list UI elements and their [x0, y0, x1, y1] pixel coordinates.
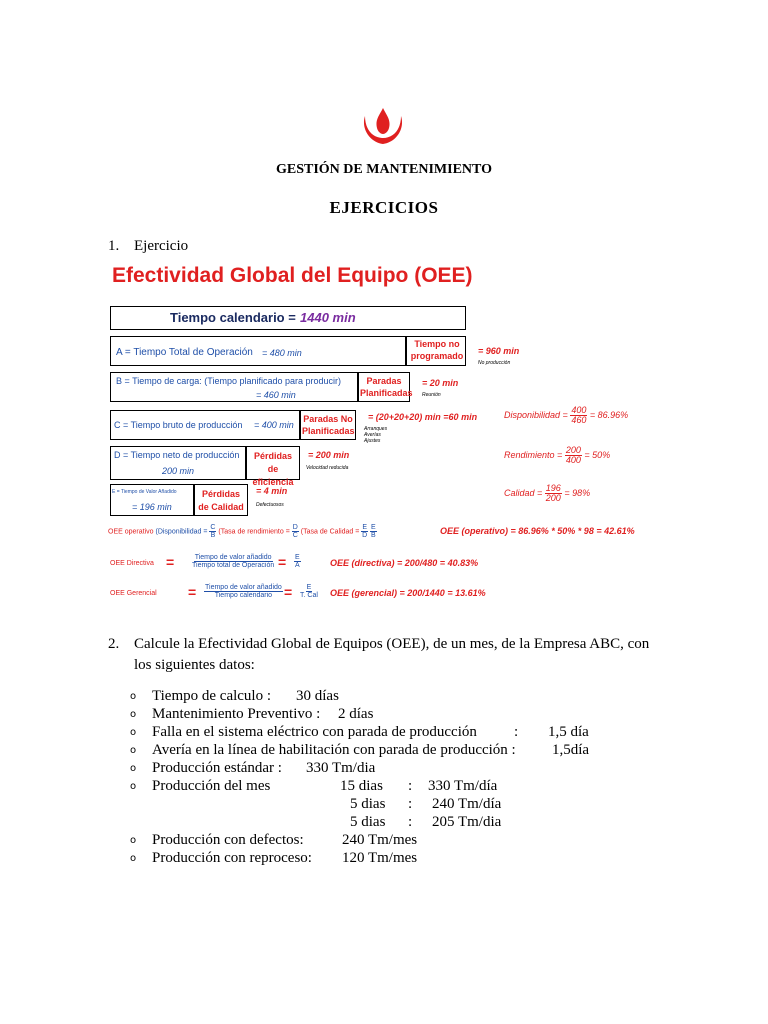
d-value: 200 min — [162, 466, 195, 476]
rend-formula — [504, 446, 610, 465]
document-title: GESTIÓN DE MANTENIMIENTO — [275, 162, 492, 177]
oee-op-frac-3: $\frac{E}{D}$ — [362, 524, 368, 539]
perd-cal-label: Pérdidas de Calidad — [198, 489, 244, 512]
c-value: = 400 min — [254, 420, 294, 430]
e-value: = 196 min — [132, 502, 172, 512]
cal-den: 200 — [545, 493, 561, 503]
oee-op-formula — [108, 524, 377, 539]
oee-dir-equals: = — [166, 554, 175, 570]
exercise-2-number: 2. — [108, 636, 120, 652]
perd-ef-label: Pérdidas de eficiencia — [252, 451, 294, 487]
oee-op-label: OEE operativo — [108, 528, 154, 536]
no-prog-note: No producción — [478, 360, 511, 366]
d-label: D = Tiempo neto de producción — [114, 450, 240, 460]
calendar-value: 1440 min — [300, 310, 356, 325]
oee-ger-fraction — [204, 584, 283, 599]
oee-dir-label: OEE Directiva — [110, 560, 154, 567]
paradas-noplan-note-3: Ajustes — [364, 438, 381, 444]
no-prog-value: = 960 min — [478, 346, 520, 356]
exercise-2-text: Calcule la Efectividad Global de Equipos (OEE), de un mes, de la Empresa ABC, con los siguientes datos: — [134, 636, 650, 673]
exercise-2-data-list: o Tiempo de calculo : 30 días o Mantenimiento Preventivo : 2 días o Falla en el sistema eléctrico con parada de producción : 1,5 día o Avería en la línea de habilitación con parada de producción : 1,5día o Producción estándar : 330 Tm/dia o Producción del mes 15 dias : 330 Tm/día 5 dias : 240 Tm/día 5 dias : 205 Tm/dia o Producción con defectos: 240 Tm/mes o Producción con reproceso: 120 Tm/mes — [130, 688, 590, 866]
oee-op-disp: (Disponibilidad = — [155, 528, 208, 536]
cal-num: 196 — [545, 483, 561, 493]
oee-dir-num: Tiempo de valor añadido — [194, 554, 272, 561]
cal-formula — [504, 484, 590, 503]
b-value: = 460 min — [256, 390, 296, 400]
rend-result: = 50% — [584, 449, 611, 460]
oee-ger-result: OEE (gerencial) = 200/1440 = 13.61% — [330, 588, 486, 598]
oee-ger-letter-frac: $\frac{E}{\text{T. Cal}}$ — [300, 584, 318, 599]
paradas-noplan-note-2: Averías — [364, 432, 381, 438]
perd-cal-value: = 4 min — [256, 486, 288, 496]
perd-ef-note: Velocidad reducida — [306, 465, 349, 471]
a-label: A = Tiempo Total de Operación — [116, 347, 253, 358]
oee-ger-num: Tiempo de valor añadido — [205, 584, 282, 591]
disp-den: 460 — [571, 415, 587, 425]
exercise-2-statement — [108, 634, 668, 676]
oee-ger-equals: = — [188, 584, 197, 600]
oee-op-frac-4: $\frac{E}{B}$ — [370, 524, 376, 539]
calendar-label: Tiempo calendario = — [170, 310, 296, 325]
no-prog-label: Tiempo no programado — [410, 339, 464, 361]
paradas-plan-label: Paradas Planificadas — [360, 376, 413, 398]
paradas-noplan-note-1: Arranques — [364, 426, 388, 432]
e-label: E = Tiempo de Valor Añadido — [112, 489, 177, 495]
oee-ger-label: OEE Gerencial — [110, 590, 157, 597]
rend-fraction — [565, 446, 582, 465]
oee-op-frac-1: $\frac{C}{B}$ — [210, 524, 216, 539]
paradas-plan-note: Reunión — [422, 392, 441, 398]
a-value: = 480 min — [262, 348, 302, 358]
oee-op-rend: (Tasa de rendimiento = — [218, 528, 290, 536]
rend-num: 200 — [565, 445, 581, 455]
perd-cal-note: Defectuosos — [256, 502, 284, 508]
oee-dir-letter-frac: $\frac{E}{A}$ — [295, 554, 300, 569]
c-label: C = Tiempo bruto de producción — [114, 420, 243, 430]
paradas-noplan-value: = (20+20+20) min =60 min — [368, 412, 478, 422]
exercise-1-label: Ejercicio — [134, 238, 189, 254]
oee-ger-equals-2: = — [284, 584, 293, 600]
b-label: B = Tiempo de carga: (Tiempo planificado para producir) — [116, 376, 342, 386]
oee-op-frac-2: $\frac{D}{C}$ — [292, 524, 298, 539]
paradas-plan-value: = 20 min — [422, 378, 459, 388]
oee-dir-equals-2: = — [278, 554, 287, 570]
paradas-noplan-label: Paradas No Planificadas — [302, 414, 355, 436]
oee-op-cal: (Tasa de Calidad = — [300, 528, 360, 536]
exercise-1-number: 1. — [108, 238, 120, 254]
oee-figure — [106, 256, 662, 608]
cal-result: = 98% — [564, 487, 591, 498]
perd-ef-value: = 200 min — [308, 450, 350, 460]
disp-result: = 86.96% — [589, 409, 629, 420]
cal-fraction — [545, 484, 562, 503]
rend-den: 400 — [565, 455, 581, 465]
exercise-1-heading — [108, 238, 188, 255]
disp-label: Disponibilidad = — [504, 409, 568, 420]
oee-dir-fraction — [192, 554, 274, 569]
oee-dir-den: Tiempo total de Operación — [192, 562, 275, 569]
document-subtitle: EJERCICIOS — [329, 198, 439, 217]
oee-ger-den: Tiempo calendario — [214, 592, 273, 599]
disp-num: 400 — [571, 405, 587, 415]
upc-logo — [357, 104, 409, 148]
cal-label: Calidad = — [504, 487, 543, 498]
disp-formula — [504, 406, 628, 425]
oee-dir-result: OEE (directiva) = 200/480 = 40.83% — [330, 558, 479, 568]
rend-label: Rendimiento = — [504, 449, 563, 460]
oee-op-result: OEE (operativo) = 86.96% * 50% * 98 = 42.61% — [440, 526, 635, 536]
figure-title: Efectividad Global del Equipo (OEE) — [112, 264, 473, 287]
disp-fraction — [570, 406, 587, 425]
